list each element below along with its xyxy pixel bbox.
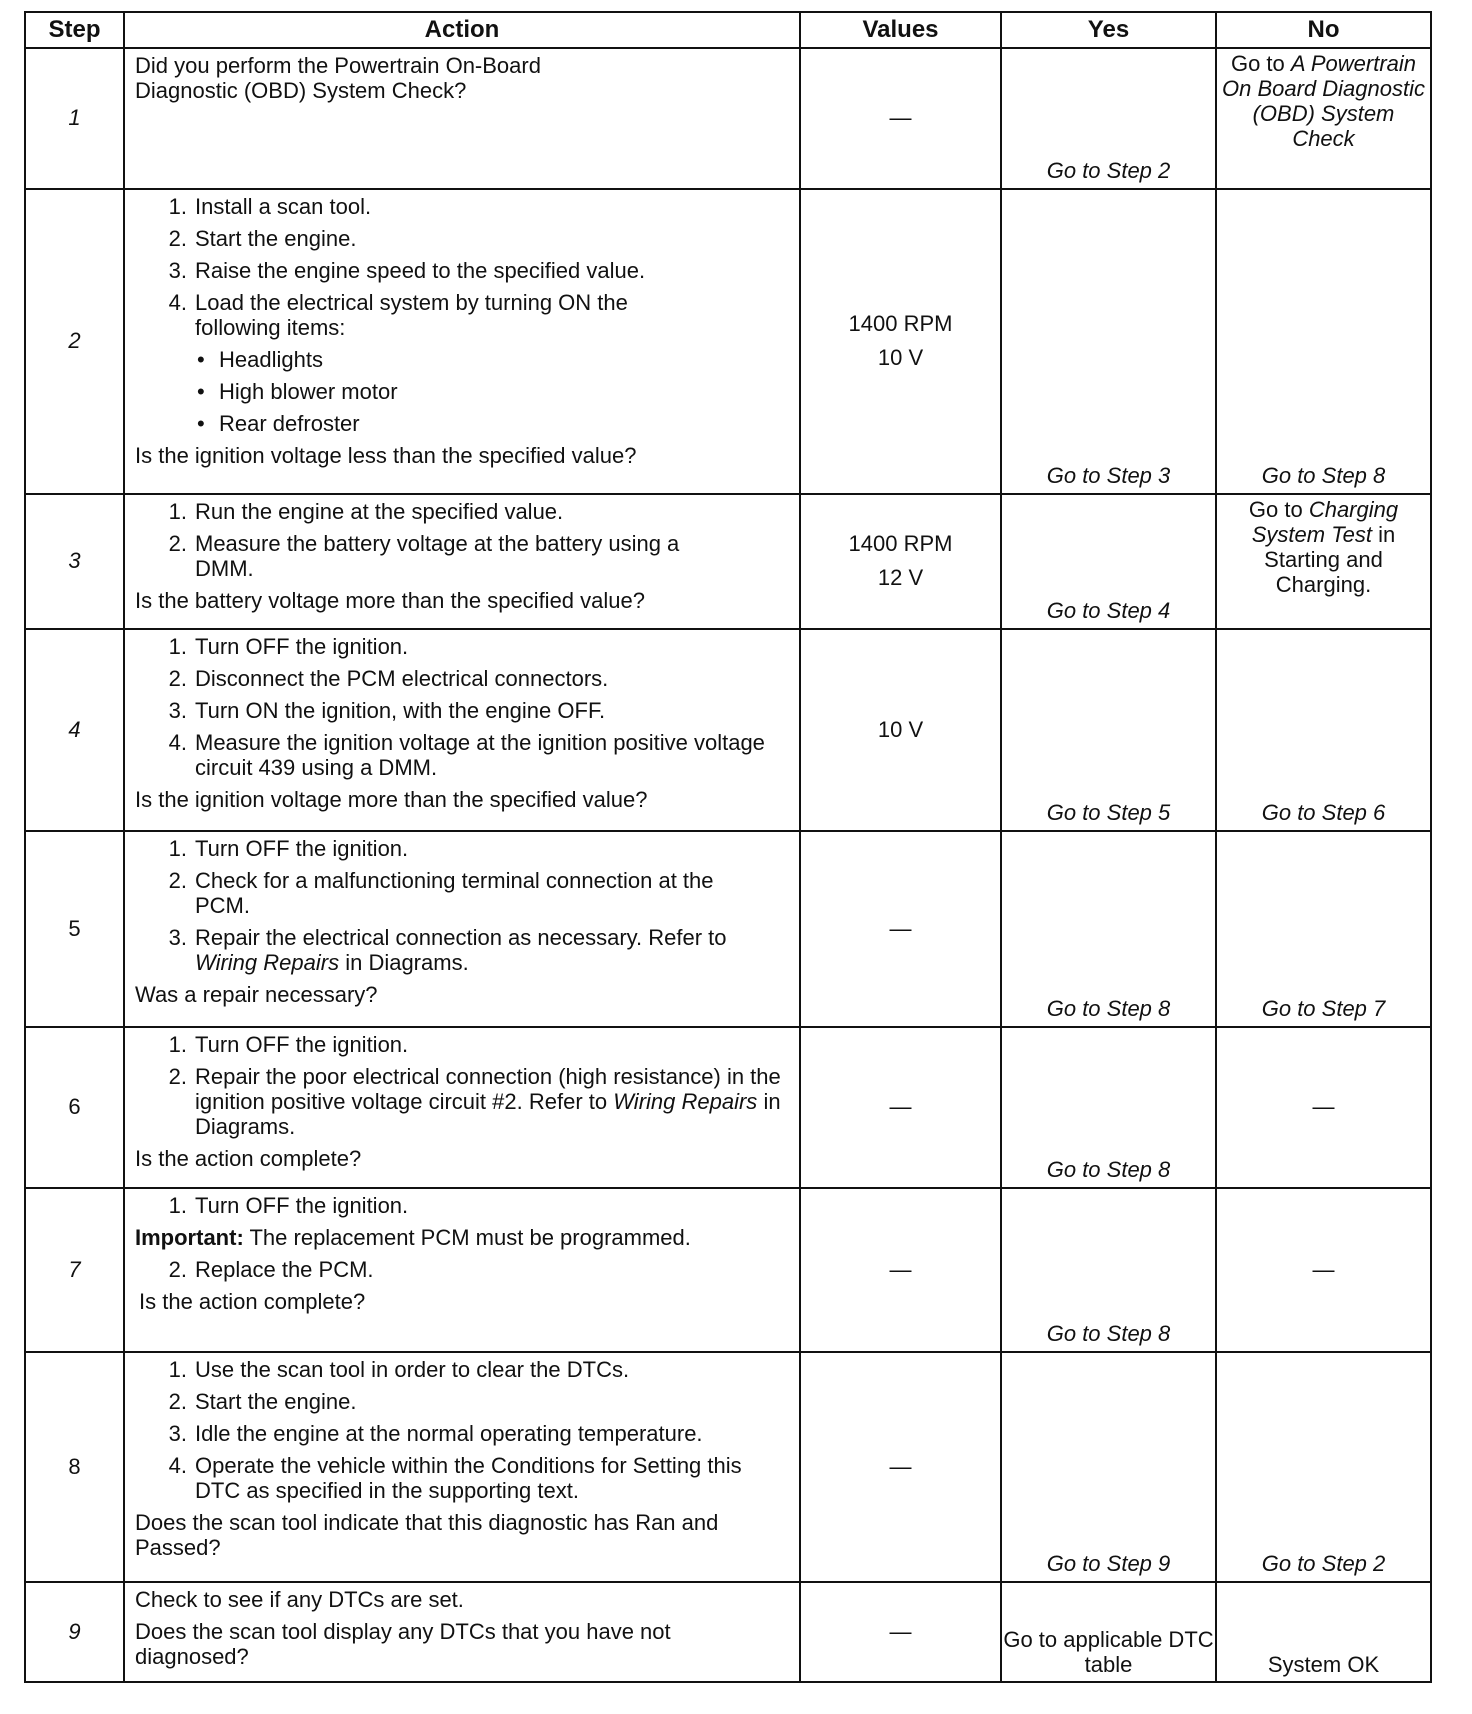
header-action: Action bbox=[124, 12, 800, 48]
step-number: 7 bbox=[25, 1188, 124, 1352]
list-item: 1. Turn OFF the ignition. bbox=[168, 633, 409, 659]
yes-cell bbox=[1001, 494, 1216, 628]
list-item: 3. Repair the electrical connection as necessary. Refer to Wiring Repairs in Diagrams. bbox=[168, 925, 727, 976]
dash: — bbox=[889, 916, 912, 941]
list-item: 2. Check for a malfunctioning terminal connection at the PCM. bbox=[168, 868, 714, 919]
list-item: 2. Measure the battery voltage at the battery using a DMM. bbox=[168, 531, 680, 582]
table-row bbox=[25, 1352, 1431, 1581]
action-cell bbox=[124, 1352, 800, 1581]
dash: — bbox=[1312, 1256, 1335, 1282]
no-cell bbox=[1216, 494, 1431, 628]
question-text: Was a repair necessary? bbox=[135, 982, 378, 1008]
list-item: 1. Use the scan tool in order to clear the DTCs. bbox=[168, 1357, 630, 1383]
list-item: 1. Run the engine at the specified value. bbox=[168, 499, 564, 525]
action-cell bbox=[124, 831, 800, 1026]
question-text: Did you perform the Powertrain On-Board Diagnostic (OBD) System Check? bbox=[135, 53, 541, 103]
header-no: No bbox=[1216, 12, 1431, 48]
yes-cell bbox=[1001, 189, 1216, 494]
no-cell bbox=[1216, 1582, 1431, 1682]
table-row bbox=[25, 831, 1431, 1026]
list-item: 4. Operate the vehicle within the Conditions for Setting this DTC as specified in the supporting text. bbox=[168, 1453, 742, 1504]
yes-cell bbox=[1001, 48, 1216, 189]
list-item: 2. Disconnect the PCM electrical connectors. bbox=[168, 665, 609, 691]
bullet-item: • Rear defroster bbox=[197, 410, 360, 436]
question-text: Does the scan tool indicate that this diagnostic has Ran and Passed? bbox=[135, 1510, 719, 1561]
values-cell bbox=[800, 831, 1001, 1026]
step-number: 8 bbox=[25, 1352, 124, 1581]
no-target: Go to Step 7 bbox=[1261, 995, 1386, 1021]
yes-cell bbox=[1001, 1188, 1216, 1352]
question-text: Is the battery voltage more than the specified value? bbox=[135, 588, 645, 614]
list-item: 2. Start the engine. bbox=[168, 225, 357, 251]
list-item: 1. Turn OFF the ignition. bbox=[168, 836, 409, 862]
list-item: 4. Load the electrical system by turning ON the following items: bbox=[168, 289, 628, 340]
no-cell bbox=[1216, 189, 1431, 494]
no-target: Go to Step 2 bbox=[1261, 1550, 1386, 1576]
table-row bbox=[25, 1188, 1431, 1352]
no-target: Go to Step 6 bbox=[1261, 800, 1386, 826]
table-row bbox=[25, 1582, 1431, 1682]
list-item: 1. Install a scan tool. bbox=[168, 193, 372, 219]
list-item: 2. Start the engine. bbox=[168, 1389, 357, 1415]
dash: — bbox=[889, 1453, 912, 1479]
bullet-item: • Headlights bbox=[197, 346, 323, 372]
action-cell bbox=[124, 48, 800, 189]
values-cell: 1400 RPM 12 V bbox=[800, 494, 1001, 628]
no-target: System OK bbox=[1267, 1652, 1380, 1677]
table-row bbox=[25, 1027, 1431, 1188]
list-item: 2. Repair the poor electrical connection (high resistance) in the ignition positive voltage circuit #2. Refer to Wiring Repairs in Diagrams. bbox=[168, 1063, 781, 1139]
header-step: Step bbox=[25, 12, 124, 48]
header-values: Values bbox=[800, 12, 1001, 48]
yes-cell bbox=[1001, 1582, 1216, 1682]
action-cell bbox=[124, 189, 800, 494]
step-number: 2 bbox=[25, 189, 124, 494]
check-text: Check to see if any DTCs are set. bbox=[135, 1586, 464, 1612]
list-item: 3. Idle the engine at the normal operating temperature. bbox=[168, 1421, 703, 1447]
action-cell bbox=[124, 494, 800, 628]
no-cell bbox=[1216, 831, 1431, 1026]
no-cell bbox=[1216, 1352, 1431, 1581]
diagnostic-table bbox=[24, 11, 1432, 1683]
wiring-repairs-link: Wiring Repairs bbox=[195, 950, 340, 976]
list-item: 1. Turn OFF the ignition. bbox=[168, 1192, 409, 1218]
wiring-repairs-link: Wiring Repairs bbox=[613, 1088, 758, 1114]
list-item: 3. Raise the engine speed to the specified value. bbox=[168, 257, 646, 283]
step-number: 3 bbox=[25, 494, 124, 628]
dash: — bbox=[1312, 1094, 1335, 1120]
yes-target: Go to Step 8 bbox=[1046, 995, 1171, 1021]
values-cell bbox=[800, 48, 1001, 189]
step-number: 1 bbox=[25, 48, 124, 189]
values-cell bbox=[800, 1582, 1001, 1682]
step-number: 4 bbox=[25, 629, 124, 832]
table-row bbox=[25, 189, 1431, 494]
yes-target: Go to Step 3 bbox=[1046, 463, 1171, 489]
list-item: 3. Turn ON the ignition, with the engine OFF. bbox=[168, 697, 606, 723]
values-cell bbox=[800, 1352, 1001, 1581]
yes-target: Go to Step 8 bbox=[1046, 1321, 1171, 1347]
dash: — bbox=[889, 105, 912, 131]
table-row bbox=[25, 48, 1431, 189]
bullet-item: • High blower motor bbox=[197, 378, 398, 404]
action-cell bbox=[124, 629, 800, 832]
question-text: Does the scan tool display any DTCs that you have not diagnosed? bbox=[135, 1618, 671, 1669]
list-item: 4. Measure the ignition voltage at the ignition positive voltage circuit 439 using a DMM. bbox=[168, 729, 765, 780]
no-cell bbox=[1216, 1027, 1431, 1188]
question-text: Is the ignition voltage more than the specified value? bbox=[135, 786, 648, 812]
step-number: 6 bbox=[25, 1027, 124, 1188]
values-cell bbox=[800, 1027, 1001, 1188]
question-text: Is the ignition voltage less than the specified value? bbox=[135, 442, 637, 468]
dash: — bbox=[889, 1256, 912, 1282]
action-cell bbox=[124, 1027, 800, 1188]
list-item: 1. Turn OFF the ignition. bbox=[168, 1031, 409, 1057]
table-row bbox=[25, 629, 1431, 832]
action-cell bbox=[124, 1188, 800, 1352]
no-cell bbox=[1216, 1188, 1431, 1352]
yes-cell bbox=[1001, 831, 1216, 1026]
yes-target: Go to Step 2 bbox=[1046, 157, 1171, 183]
step-number: 9 bbox=[25, 1582, 124, 1682]
step-number: 5 bbox=[25, 831, 124, 1026]
no-target-link: Charging System Test bbox=[1251, 497, 1399, 548]
values-cell: 1400 RPM 10 V bbox=[800, 189, 1001, 494]
question-text: Is the action complete? bbox=[135, 1145, 362, 1171]
action-cell bbox=[124, 1582, 800, 1682]
values-cell: 10 V bbox=[800, 629, 1001, 832]
no-target-link: A Powertrain On Board Diagnostic (OBD) System Check bbox=[1222, 51, 1425, 151]
header-row bbox=[25, 12, 1431, 48]
important-note: Important: The replacement PCM must be programmed. bbox=[135, 1224, 691, 1250]
yes-target: Go to applicable DTC table bbox=[1003, 1627, 1214, 1677]
yes-target: Go to Step 4 bbox=[1046, 597, 1171, 623]
no-cell bbox=[1216, 48, 1431, 189]
no-target: Go to Step 8 bbox=[1261, 463, 1386, 489]
no-target bbox=[1217, 49, 1430, 153]
yes-target: Go to Step 8 bbox=[1046, 1156, 1171, 1182]
dash: — bbox=[889, 1094, 912, 1120]
yes-target: Go to Step 5 bbox=[1046, 800, 1171, 826]
yes-target: Go to Step 9 bbox=[1046, 1550, 1171, 1576]
no-cell bbox=[1216, 629, 1431, 832]
table-row bbox=[25, 494, 1431, 628]
yes-cell bbox=[1001, 1352, 1216, 1581]
list-item: 2. Replace the PCM. bbox=[168, 1256, 374, 1282]
header-yes: Yes bbox=[1001, 12, 1216, 48]
yes-cell bbox=[1001, 629, 1216, 832]
dash: — bbox=[889, 1618, 912, 1644]
question-text: Is the action complete? bbox=[139, 1288, 366, 1314]
no-target-prefix: Go to bbox=[1230, 51, 1285, 76]
values-cell bbox=[800, 1188, 1001, 1352]
yes-cell bbox=[1001, 1027, 1216, 1188]
no-target: Go to Charging System Test in Starting and Charging. bbox=[1248, 497, 1399, 598]
